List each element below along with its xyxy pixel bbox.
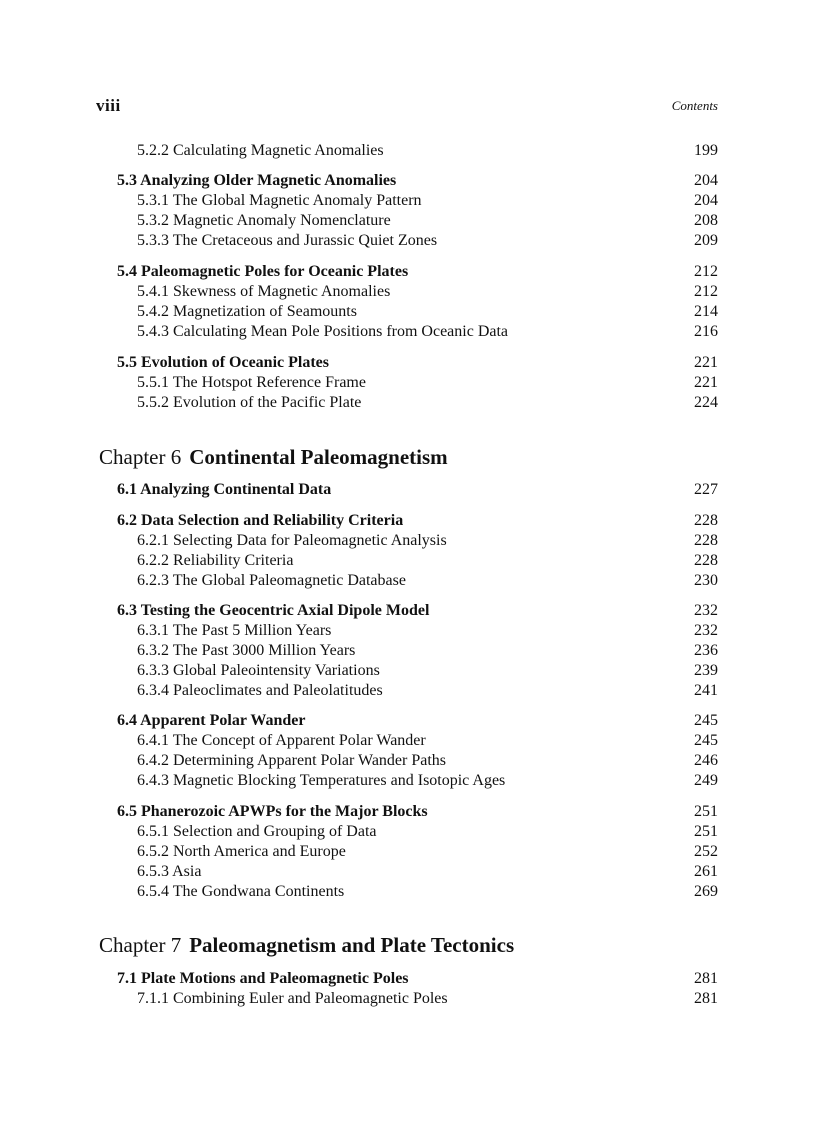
toc-entry — [0, 231, 816, 251]
toc-entry — [0, 393, 816, 413]
toc-entry-title: 5.4.3 Calculating Mean Pole Positions from Oceanic Data — [137, 323, 509, 340]
toc-entry-page: 204 — [694, 192, 718, 209]
toc-entry-title: 6.4.3 Magnetic Blocking Temperatures and Isotopic Ages — [137, 772, 506, 789]
toc-entry-page: 224 — [694, 394, 718, 411]
toc-entry-title: 5.5.1 The Hotspot Reference Frame — [137, 374, 366, 391]
toc-entry-page: 199 — [694, 142, 718, 159]
toc-entry — [0, 661, 816, 681]
toc-section-title: 6.5 Phanerozoic APWPs for the Major Blocks — [117, 803, 428, 820]
toc-entry-title: 5.5.2 Evolution of the Pacific Plate — [137, 394, 362, 411]
toc-entry-title: 7.1.1 Combining Euler and Paleomagnetic Poles — [137, 990, 448, 1007]
toc-entry-title: 6.3.3 Global Paleointensity Variations — [137, 662, 380, 679]
toc-entry-page: 281 — [694, 990, 718, 1007]
toc-section — [0, 480, 816, 500]
toc-entry — [0, 373, 816, 393]
toc-entry-title: 5.3.2 Magnetic Anomaly Nomenclature — [137, 212, 391, 229]
toc-entry-title: 6.4.2 Determining Apparent Polar Wander Paths — [137, 752, 447, 769]
toc-entry — [0, 571, 816, 591]
toc-entry-page: 246 — [694, 752, 718, 769]
toc-section — [0, 353, 816, 373]
toc-entry — [0, 989, 816, 1009]
toc-entry — [0, 882, 816, 902]
toc-entry — [0, 822, 816, 842]
toc-entry-page: 228 — [694, 552, 718, 569]
toc-section-page: 204 — [694, 172, 718, 189]
running-head: Contents — [671, 98, 718, 113]
toc-entry-page: 249 — [694, 772, 718, 789]
toc-section-page: 245 — [694, 712, 718, 729]
toc-entry-title: 6.2.3 The Global Paleomagnetic Database — [137, 572, 406, 589]
toc-entry — [0, 641, 816, 661]
toc-section-title: 7.1 Plate Motions and Paleomagnetic Poles — [117, 970, 409, 987]
toc-entry-page: 236 — [694, 642, 718, 659]
toc-entry-page: 241 — [694, 682, 718, 699]
toc-entry-page: 214 — [694, 303, 718, 320]
toc-entry-title: 6.5.3 Asia — [137, 863, 202, 880]
toc-entry-title: 6.2.1 Selecting Data for Paleomagnetic Analysis — [137, 532, 447, 549]
toc-section — [0, 601, 816, 621]
toc-entry-page: 261 — [694, 863, 718, 880]
toc-entry — [0, 621, 816, 641]
toc-entry-title: 5.4.2 Magnetization of Seamounts — [137, 303, 357, 320]
chapter-label: Chapter 6 — [99, 445, 182, 469]
toc-entry — [0, 531, 816, 551]
toc-entry-page: 216 — [694, 323, 718, 340]
toc-entry — [0, 862, 816, 882]
toc-entry-title: 6.5.4 The Gondwana Continents — [137, 883, 345, 900]
toc-entry-title: 6.5.1 Selection and Grouping of Data — [137, 823, 377, 840]
chapter-title: Paleomagnetism and Plate Tectonics — [189, 933, 515, 957]
toc-entry-page: 251 — [694, 823, 718, 840]
toc-section-title: 5.3 Analyzing Older Magnetic Anomalies — [117, 172, 397, 189]
chapter-title: Continental Paleomagnetism — [189, 445, 448, 469]
toc-section-title: 6.3 Testing the Geocentric Axial Dipole Model — [117, 602, 430, 619]
toc-entry-page: 252 — [694, 843, 718, 860]
toc-entry-title: 5.3.3 The Cretaceous and Jurassic Quiet Zones — [137, 232, 438, 249]
toc-section-title: 6.2 Data Selection and Reliability Criteria — [117, 512, 404, 529]
toc-entry-page: 212 — [694, 283, 718, 300]
toc-entry — [0, 191, 816, 211]
toc-entry-page: 228 — [694, 532, 718, 549]
chapter-heading — [99, 932, 719, 958]
toc-entry — [0, 771, 816, 791]
toc-entry — [0, 751, 816, 771]
toc-entry-title: 6.3.2 The Past 3000 Million Years — [137, 642, 356, 659]
toc-entry — [0, 302, 816, 322]
toc-entry-title: 5.2.2 Calculating Magnetic Anomalies — [137, 142, 384, 159]
toc-entry-page: 232 — [694, 622, 718, 639]
toc-section — [0, 511, 816, 531]
toc-entry — [0, 322, 816, 342]
toc-entry — [0, 282, 816, 302]
toc-entry — [0, 141, 816, 161]
toc-entry-page: 208 — [694, 212, 718, 229]
toc-entry-page: 230 — [694, 572, 718, 589]
toc-section-page: 227 — [694, 481, 718, 498]
toc-entry-title: 5.3.1 The Global Magnetic Anomaly Pattern — [137, 192, 422, 209]
toc-section-title: 5.5 Evolution of Oceanic Plates — [117, 354, 329, 371]
chapter-heading — [99, 444, 719, 470]
toc-entry-page: 239 — [694, 662, 718, 679]
toc-entry-title: 5.4.1 Skewness of Magnetic Anomalies — [137, 283, 391, 300]
toc-entry-title: 6.5.2 North America and Europe — [137, 843, 346, 860]
toc-section-page: 221 — [694, 354, 718, 371]
toc-section-page: 251 — [694, 803, 718, 820]
toc-entry — [0, 681, 816, 701]
toc-entry-title: 6.4.1 The Concept of Apparent Polar Wander — [137, 732, 426, 749]
toc-entry — [0, 731, 816, 751]
toc-section — [0, 969, 816, 989]
toc-entry-title: 6.3.4 Paleoclimates and Paleolatitudes — [137, 682, 383, 699]
toc-entry — [0, 551, 816, 571]
toc-entry-page: 209 — [694, 232, 718, 249]
toc-entry-page: 245 — [694, 732, 718, 749]
toc-section-title: 5.4 Paleomagnetic Poles for Oceanic Plates — [117, 263, 409, 280]
toc-section — [0, 711, 816, 731]
toc-section-page: 232 — [694, 602, 718, 619]
page-number: viii — [96, 96, 121, 115]
toc-section-page: 228 — [694, 512, 718, 529]
toc-entry-title: 6.3.1 The Past 5 Million Years — [137, 622, 332, 639]
toc-section-page: 212 — [694, 263, 718, 280]
toc-section-title: 6.4 Apparent Polar Wander — [117, 712, 306, 729]
toc-entry-page: 221 — [694, 374, 718, 391]
toc-entry-title: 6.2.2 Reliability Criteria — [137, 552, 294, 569]
toc-section-page: 281 — [694, 970, 718, 987]
toc-section — [0, 802, 816, 822]
chapter-label: Chapter 7 — [99, 933, 182, 957]
toc-section — [0, 262, 816, 282]
toc-entry — [0, 842, 816, 862]
toc-section — [0, 171, 816, 191]
toc-entry-page: 269 — [694, 883, 718, 900]
toc-entry — [0, 211, 816, 231]
toc-section-title: 6.1 Analyzing Continental Data — [117, 481, 332, 498]
